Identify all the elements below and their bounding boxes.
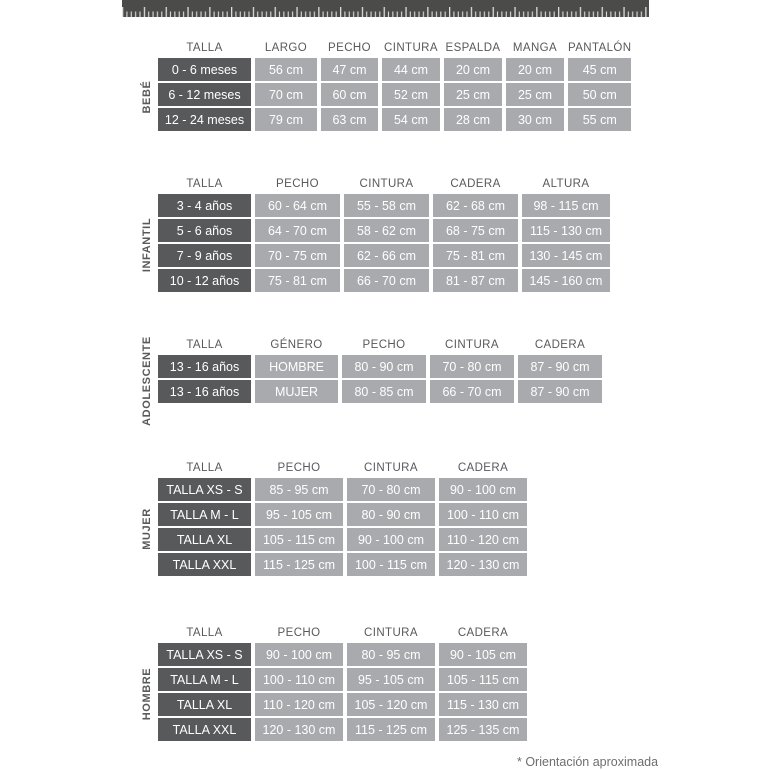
size-value-cell: 98 - 115 cm [522, 194, 610, 217]
size-value-cell: 125 - 135 cm [439, 718, 527, 741]
size-table-hombre [154, 623, 531, 743]
size-table-mujer [154, 458, 531, 578]
size-value-cell: 25 cm [444, 83, 502, 106]
column-header: LARGO [264, 42, 308, 54]
size-value-cell: MUJER [255, 380, 338, 403]
size-row-label: TALLA XXL [158, 718, 251, 741]
column-header: PANTALÓN [568, 42, 632, 54]
column-header: CADERA [457, 462, 509, 474]
table-row [158, 503, 527, 526]
table-row [158, 668, 527, 691]
size-value-cell: 100 - 115 cm [347, 553, 435, 576]
size-row-label: 0 - 6 meses [158, 58, 251, 81]
section-label-mujer: MUJER [141, 508, 153, 550]
size-value-cell: 54 cm [382, 108, 440, 131]
size-value-cell: 115 - 130 cm [439, 693, 527, 716]
size-row-label: TALLA XS - S [158, 478, 251, 501]
size-value-cell: 90 - 100 cm [255, 643, 343, 666]
table-row [158, 718, 527, 741]
size-row-label: TALLA XS - S [158, 643, 251, 666]
table-row [158, 478, 527, 501]
size-value-cell: 110 - 120 cm [439, 528, 527, 551]
column-header: PECHO [277, 462, 321, 474]
size-row-label: TALLA M - L [158, 503, 251, 526]
table-row [158, 643, 527, 666]
section-label-adolescente: ADOLESCENTE [141, 336, 153, 426]
section-bebe [136, 38, 635, 133]
size-value-cell: 70 - 80 cm [430, 355, 514, 378]
size-value-cell: 79 cm [255, 108, 317, 131]
size-value-cell: 95 - 105 cm [255, 503, 343, 526]
size-value-cell: 87 - 90 cm [518, 380, 602, 403]
size-value-cell: 28 cm [444, 108, 502, 131]
size-value-cell: 70 - 75 cm [255, 244, 340, 267]
size-value-cell: 100 - 110 cm [439, 503, 527, 526]
size-value-cell: 115 - 125 cm [347, 718, 435, 741]
column-header: PECHO [328, 42, 371, 54]
column-header: TALLA [186, 462, 223, 474]
size-value-cell: 110 - 120 cm [255, 693, 343, 716]
size-value-cell: 66 - 70 cm [430, 380, 514, 403]
size-value-cell: 120 - 130 cm [439, 553, 527, 576]
section-label-hombre: HOMBRE [141, 667, 153, 721]
size-value-cell: 145 - 160 cm [522, 269, 610, 292]
size-value-cell: 63 cm [321, 108, 378, 131]
size-value-cell: 115 - 130 cm [522, 219, 610, 242]
section-adolescente [136, 335, 606, 426]
size-value-cell: 25 cm [506, 83, 564, 106]
size-value-cell: 105 - 120 cm [347, 693, 435, 716]
size-value-cell: 80 - 90 cm [342, 355, 426, 378]
column-header: CINTURA [359, 178, 414, 190]
size-value-cell: 130 - 145 cm [522, 244, 610, 267]
table-row [158, 355, 602, 378]
size-row-label: TALLA XL [158, 693, 251, 716]
size-value-cell: 90 - 105 cm [439, 643, 527, 666]
column-header: CADERA [457, 627, 509, 639]
size-value-cell: 20 cm [506, 58, 564, 81]
column-header: TALLA [186, 178, 223, 190]
section-label-infantil: INFANTIL [141, 217, 153, 273]
column-header: PECHO [276, 178, 319, 190]
section-mujer [136, 458, 531, 578]
size-row-label: 13 - 16 años [158, 355, 251, 378]
table-row [158, 108, 631, 131]
size-value-cell: 90 - 100 cm [439, 478, 527, 501]
size-table-adolescente [154, 335, 606, 405]
size-value-cell: 50 cm [568, 83, 631, 106]
table-row [158, 380, 602, 403]
size-row-label: 7 - 9 años [158, 244, 251, 267]
size-row-label: 13 - 16 años [158, 380, 251, 403]
column-header: ALTURA [542, 178, 590, 190]
size-value-cell: HOMBRE [255, 355, 338, 378]
table-row [158, 528, 527, 551]
size-value-cell: 62 - 66 cm [344, 244, 429, 267]
size-value-cell: 52 cm [382, 83, 440, 106]
section-hombre [136, 623, 531, 743]
size-value-cell: 66 - 70 cm [344, 269, 429, 292]
size-value-cell: 44 cm [382, 58, 440, 81]
size-value-cell: 60 cm [321, 83, 378, 106]
size-value-cell: 90 - 100 cm [347, 528, 435, 551]
size-value-cell: 75 - 81 cm [433, 244, 518, 267]
footnote: * Orientación aproximada [517, 755, 659, 769]
size-row-label: 3 - 4 años [158, 194, 251, 217]
column-header: PECHO [362, 339, 406, 351]
size-row-label: 6 - 12 meses [158, 83, 251, 106]
size-value-cell: 55 - 58 cm [344, 194, 429, 217]
column-header: TALLA [186, 627, 223, 639]
column-header: CINTURA [364, 627, 418, 639]
table-row [158, 244, 610, 267]
table-row [158, 219, 610, 242]
column-header: ESPALDA [445, 42, 501, 54]
table-row [158, 58, 631, 81]
size-row-label: 5 - 6 años [158, 219, 251, 242]
table-row [158, 83, 631, 106]
column-header: CINTURA [445, 339, 499, 351]
size-table-bebe [154, 38, 635, 133]
size-value-cell: 64 - 70 cm [255, 219, 340, 242]
size-value-cell: 55 cm [568, 108, 631, 131]
size-value-cell: 115 - 125 cm [255, 553, 343, 576]
size-row-label: 12 - 24 meses [158, 108, 251, 131]
table-row [158, 693, 527, 716]
size-row-label: 10 - 12 años [158, 269, 251, 292]
measuring-tape-icon [122, 0, 649, 17]
column-header: CINTURA [364, 462, 418, 474]
size-value-cell: 45 cm [568, 58, 631, 81]
column-header: TALLA [186, 339, 223, 351]
column-header: CADERA [534, 339, 586, 351]
size-value-cell: 68 - 75 cm [433, 219, 518, 242]
size-value-cell: 80 - 85 cm [342, 380, 426, 403]
size-value-cell: 75 - 81 cm [255, 269, 340, 292]
column-header: MANGA [512, 42, 558, 54]
size-value-cell: 81 - 87 cm [433, 269, 518, 292]
size-value-cell: 95 - 105 cm [347, 668, 435, 691]
size-value-cell: 80 - 90 cm [347, 503, 435, 526]
size-value-cell: 30 cm [506, 108, 564, 131]
size-value-cell: 58 - 62 cm [344, 219, 429, 242]
size-row-label: TALLA XL [158, 528, 251, 551]
column-header: GÉNERO [270, 339, 323, 351]
size-row-label: TALLA XXL [158, 553, 251, 576]
size-value-cell: 85 - 95 cm [255, 478, 343, 501]
size-value-cell: 105 - 115 cm [439, 668, 527, 691]
size-value-cell: 80 - 95 cm [347, 643, 435, 666]
size-value-cell: 56 cm [255, 58, 317, 81]
column-header: PECHO [277, 627, 321, 639]
size-value-cell: 120 - 130 cm [255, 718, 343, 741]
size-value-cell: 70 - 80 cm [347, 478, 435, 501]
column-header: CADERA [450, 178, 501, 190]
column-header: TALLA [186, 42, 223, 54]
section-label-bebe: BEBÉ [141, 80, 153, 114]
size-value-cell: 105 - 115 cm [255, 528, 343, 551]
column-header: CINTURA [384, 42, 438, 54]
size-value-cell: 62 - 68 cm [433, 194, 518, 217]
size-value-cell: 87 - 90 cm [518, 355, 602, 378]
size-row-label: TALLA M - L [158, 668, 251, 691]
size-value-cell: 47 cm [321, 58, 378, 81]
table-row [158, 194, 610, 217]
size-value-cell: 70 cm [255, 83, 317, 106]
size-table-infantil [154, 174, 614, 294]
size-value-cell: 100 - 110 cm [255, 668, 343, 691]
size-value-cell: 60 - 64 cm [255, 194, 340, 217]
table-row [158, 269, 610, 292]
table-row [158, 553, 527, 576]
section-infantil [136, 174, 614, 294]
size-value-cell: 20 cm [444, 58, 502, 81]
